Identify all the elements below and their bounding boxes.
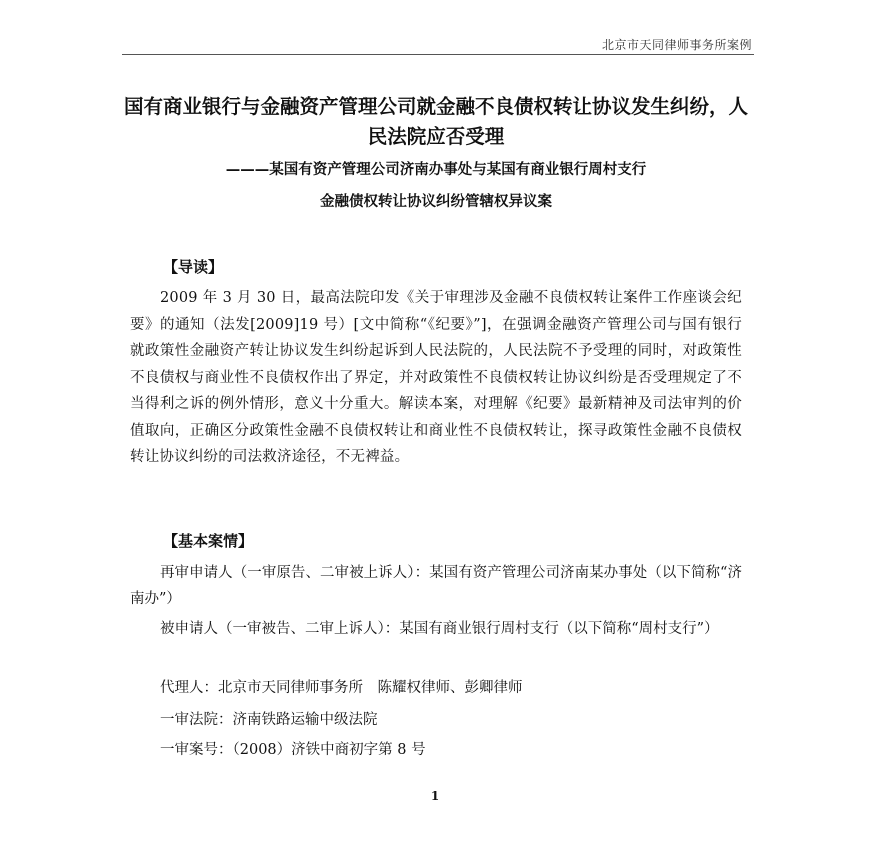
- case-agent: 代理人：北京市天同律师事务所 陈耀权律师、彭卿律师: [160, 680, 523, 696]
- case-first-instance-court: 一审法院：济南铁路运输中级法院: [160, 712, 378, 728]
- case-heading: 【基本案情】: [163, 532, 254, 550]
- case-applicant: 再审申请人（一审原告、二审被上诉人）：某国有资产管理公司济南某办事处（以下简称“济南办”）: [130, 565, 742, 607]
- document-title: 国有商业银行与金融资产管理公司就金融不良债权转让协议发生纠纷，人民法院应否受理: [123, 95, 748, 148]
- guide-heading: 【导读】: [163, 258, 224, 276]
- page-number: 1: [430, 789, 440, 803]
- header-firm-name: 北京市天同律师事务所案例: [601, 38, 752, 52]
- case-respondent: 被申请人（一审被告、二审上诉人）：某国有商业银行周村支行（以下简称“周村支行”）: [160, 621, 719, 637]
- guide-paragraph: 2009 年 3 月 30 日，最高法院印发《关于审理涉及金融不良债权转让案件工作座谈会纪要》的通知（法发[2009]19 号）[文中简称“《纪要》”]，在强调金融资产管理公司与国有银行就政策性金融资产转让协议发生纠纷起诉到人民法院的，人民法院不予受理的同时，对政策性不良债权与商业性不良债权作出了界定，并对政策性不良债权转让协议纠纷是否受理规定了不当得利之诉的例外情形，意义十分重大。解读本案，对理解《纪要》最新精神及司法审判的价值取向，正确区分政策性金融不良债权转让和商业性不良债权转让，探寻政策性金融不良债权转让协议纠纷的司法救济途径，不无裨益。: [130, 290, 742, 465]
- case-first-instance-number: 一审案号：（2008）济铁中商初字第 8 号: [160, 742, 426, 758]
- header-divider: [122, 54, 754, 55]
- subtitle-line-2: 金融债权转让协议纠纷管辖权异议案: [320, 194, 552, 210]
- subtitle-line-1: ———某国有资产管理公司济南办事处与某国有商业银行周村支行: [225, 162, 647, 178]
